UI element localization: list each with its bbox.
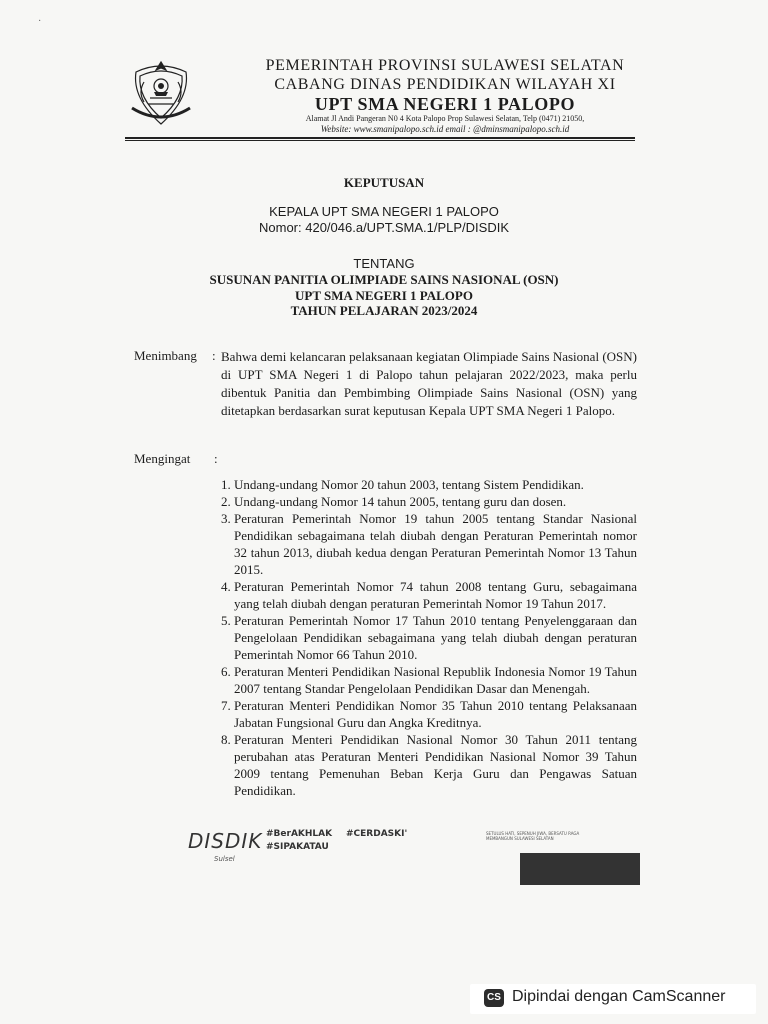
list-item: 4. Peraturan Pemerintah Nomor 74 tahun 2008 tentang Guru, sebagaimana yang telah diubah dengan peraturan Pemerintah Nomor 19 Tahun 2017. — [221, 579, 637, 611]
letterhead-rule — [125, 137, 635, 139]
mengingat-list — [221, 476, 637, 799]
hashtag-sipakatau: #SIPAKATAU — [266, 842, 329, 852]
letterhead-address: Alamat Jl Andi Pangeran N0 4 Kota Palopo Prop Sulawesi Selatan, Telp (0471) 21050, — [305, 114, 585, 123]
list-item: 5. Peraturan Pemerintah Nomor 17 Tahun 2010 tentang Penyelenggaraan dan Pengelolaan Pendidikan sebagaimana yang telah diubah dengan peraturan Pemerintah Nomor 66 Tahun 2010. — [221, 613, 637, 662]
list-item: 3. Peraturan Pemerintah Nomor 19 tahun 2005 tentang Standar Nasional Pendidikan sebagaimana telah diubah dengan Peraturan Pemerintah nomor 32 tahun 2013, diubah kedua dengan Peraturan Pemerintah Nomor 13 Tahun 2015. — [221, 511, 637, 577]
camscanner-watermark — [470, 984, 756, 1014]
letterhead-website: Website: www.smanipalopo.sch.id email : @dminsmanipalopo.sch.id — [320, 124, 570, 134]
footer-dark-bar — [520, 853, 640, 885]
hashtag-berakhlak: #BerAKHLAK — [266, 829, 333, 839]
mengingat-label: Mengingat — [134, 451, 191, 466]
footer-banner — [180, 823, 635, 885]
scan-speck: · — [38, 16, 42, 27]
subject-line-2: UPT SMA NEGERI 1 PALOPO — [295, 288, 473, 303]
letterhead-agency: CABANG DINAS PENDIDIKAN WILAYAH XI — [274, 76, 616, 93]
menimbang-text: Bahwa demi kelancaran pelaksanaan kegiatan Olimpiade Sains Nasional (OSN) di UPT SMA Negeri 1 di Palopo tahun pelajaran 2022/2023, maka perlu dibentuk Panitia dan Pembimbing Olimpiade Sains Nasional (OSN) yang ditetapkan berdasarkan surat keputusan Kepala UPT SMA Negeri 1 Palopo. — [221, 349, 637, 418]
list-item: 7. Peraturan Menteri Pendidikan Nomor 35 Tahun 2010 tentang Pelaksanaan Jabatan Fungsional Guru dan Angka Kreditnya. — [221, 698, 637, 730]
subject-line-1: SUSUNAN PANITIA OLIMPIADE SAINS NASIONAL (OSN) — [209, 272, 559, 287]
hashtag-cerdaski: #CERDASKI' — [346, 829, 408, 839]
camscanner-icon: CS — [484, 989, 504, 1007]
mengingat-colon: : — [214, 451, 218, 466]
list-item: 8. Peraturan Menteri Pendidikan Nasional Nomor 30 Tahun 2011 tentang perubahan atas Peraturan Menteri Pendidikan Nasional Nomor 39 Tahun 2009 tentang Pemenuhan Beban Kerja Guru dan Pengawas Satuan Pendidikan. — [221, 732, 637, 798]
letterhead-school: UPT SMA NEGERI 1 PALOPO — [314, 94, 576, 114]
footer-motto: SETULUS HATI, SEPENUH JIWA, BERSATU RAGA MEMBANGUN SULAWESI SELATAN — [486, 831, 580, 841]
about-heading: TENTANG — [353, 256, 415, 271]
document-type-heading: KEPUTUSAN — [343, 175, 425, 190]
menimbang-label: Menimbang — [134, 348, 197, 363]
disdik-logo-sub: Sulsel — [214, 855, 235, 863]
list-item: 2. Undang-undang Nomor 14 tahun 2005, tentang guru dan dosen. — [221, 494, 567, 509]
letterhead-government: PEMERINTAH PROVINSI SULAWESI SELATAN — [265, 57, 625, 74]
disdik-logo: DISDIK — [188, 829, 263, 853]
letterhead-rule-thin — [125, 140, 635, 141]
provincial-emblem-icon — [128, 58, 194, 130]
document-number: Nomor: 420/046.a/UPT.SMA.1/PLP/DISDIK — [259, 220, 509, 235]
subject-line-3: TAHUN PELAJARAN 2023/2024 — [290, 303, 478, 318]
menimbang-colon: : — [212, 348, 216, 363]
camscanner-label: Dipindai dengan CamScanner — [512, 988, 726, 1005]
issuer-heading: KEPALA UPT SMA NEGERI 1 PALOPO — [269, 204, 499, 219]
list-item: 1. Undang-undang Nomor 20 tahun 2003, tentang Sistem Pendidikan. — [221, 477, 584, 492]
list-item: 6. Peraturan Menteri Pendidikan Nasional Republik Indonesia Nomor 19 Tahun 2007 tentang Standar Pengelolaan Pendidikan Dasar dan Menengah. — [221, 664, 637, 696]
